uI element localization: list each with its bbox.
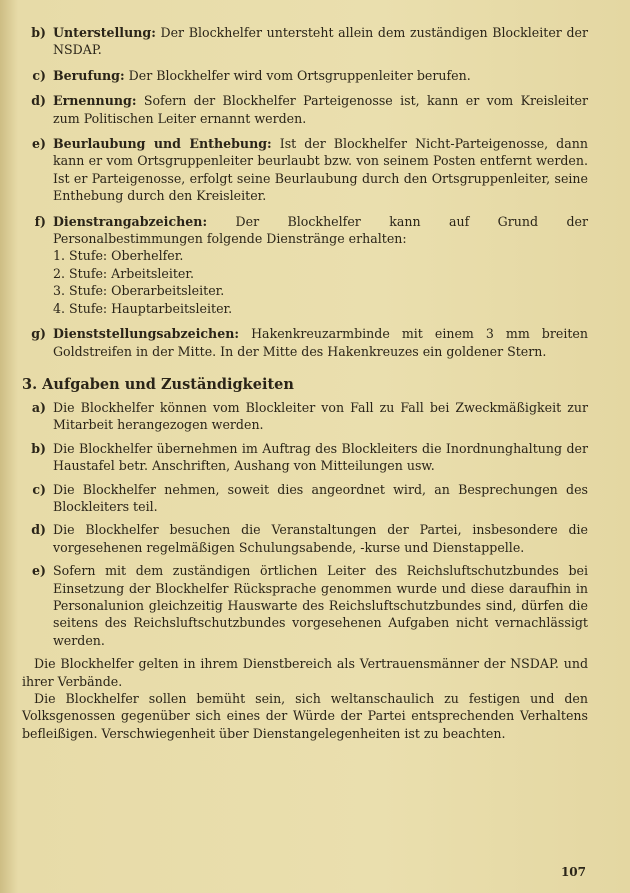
item-text: Sofern mit dem zuständigen örtlichen Leiter des Reichsluftschutzbundes bei Einsetzung der Blockhelfer Rücksprache genommen wurde und diese daraufhin in Personalunion gleichzeitig Hauswarte des Reichsluftschutzbundes sind, dürfen die seitens des Reichsluftschutzbundes vorgesehenen Aufgaben nicht vernachlässigt werden. <box>53 563 588 648</box>
list-item <box>22 24 588 59</box>
item-marker: f) <box>34 213 46 229</box>
item-text: Die Blockhelfer übernehmen im Auftrag des Blockleiters die Inordnunghaltung der Haustafel betr. Anschriften, Aushang von Mitteilungen usw. <box>53 440 588 474</box>
page-number: 107 <box>560 865 586 879</box>
rank-list <box>53 247 588 317</box>
paragraph: Die Blockhelfer gelten in ihrem Dienstbereich als Vertrauensmänner der NSDAP. und ihrer Verbände. <box>22 656 588 689</box>
list-item <box>22 67 588 84</box>
item-marker: b) <box>31 440 46 456</box>
list-item <box>22 213 588 317</box>
rank-step: 1. Stufe: Oberhelfer. <box>53 248 184 264</box>
list-item <box>22 135 588 205</box>
rank-step: 4. Stufe: Hauptarbeitsleiter. <box>53 300 233 316</box>
item-text: Die Blockhelfer können vom Blockleiter von Fall zu Fall bei Zweckmäßigkeit zur Mitarbeit herangezogen werden. <box>53 399 588 433</box>
list-item <box>22 521 588 556</box>
paragraph: Die Blockhelfer sollen bemüht sein, sich weltanschaulich zu festigen und den Volksgenossen gegenüber sich eines der Würde der Partei entsprechenden Verhaltens befleißigen. Verschwiegenheit über Dienstangelegenheiten ist zu beachten. <box>22 691 588 741</box>
item-text <box>53 92 588 127</box>
item-body: Sofern der Blockhelfer Parteigenosse ist, kann er vom Kreisleiter zum Politischen Leiter ernannt werden. <box>53 93 588 126</box>
item-marker: d) <box>31 522 46 538</box>
item-title: Dienststellungsabzeichen: <box>53 326 240 342</box>
item-title: Beurlaubung und Enthebung: <box>53 136 272 152</box>
item-marker: g) <box>31 326 46 342</box>
item-body: Hakenkreuzarmbinde mit einem 3 mm breiten Goldstreifen in der Mitte. In der Mitte des Hakenkreuzes ein goldener Stern. <box>53 326 588 359</box>
section-heading: 3. Aufgaben und Zuständigkeiten <box>22 375 294 393</box>
item-body: Ist der Blockhelfer Nicht-Parteigenosse, dann kann er vom Ortsgruppenleiter beurlaubt bzw. von seinem Posten entfernt werden. Ist er Parteigenosse, erfolgt seine Beurlaubung durch den Ortsgruppenleiter, seine Enthebung durch den Kreisleiter. <box>53 136 588 204</box>
item-text: Die Blockhelfer nehmen, soweit dies angeordnet wird, an Besprechungen des Blockleiters teil. <box>53 481 588 514</box>
item-marker: a) <box>31 399 46 415</box>
item-marker: d) <box>31 93 46 109</box>
item-text <box>53 67 588 84</box>
list-item <box>22 325 588 360</box>
list-item <box>22 92 588 127</box>
item-marker: e) <box>32 136 46 152</box>
item-title: Berufung: <box>53 67 125 83</box>
section-3 <box>22 376 588 742</box>
page-content <box>22 24 588 742</box>
list-item <box>22 399 588 434</box>
item-title: Unterstellung: <box>53 25 156 40</box>
item-marker: c) <box>32 67 46 83</box>
item-marker: b) <box>31 25 46 40</box>
item-text <box>53 135 588 205</box>
item-text: Die Blockhelfer besuchen die Veranstaltungen der Partei, insbesondere die vorgesehenen regelmäßigen Schulungsabende, -kurse und Dienstappelle. <box>53 522 588 555</box>
item-text <box>53 213 588 317</box>
item-title: Ernennung: <box>53 93 137 109</box>
item-text <box>53 24 588 59</box>
list-item <box>22 562 588 649</box>
item-body: Der Blockhelfer kann auf Grund der Personalbestimmungen folgende Dienstränge erhalten: <box>53 213 588 247</box>
item-text <box>53 325 588 360</box>
list-item <box>22 481 588 516</box>
list-item <box>22 440 588 475</box>
item-title: Dienstrangabzeichen: <box>53 213 208 229</box>
rank-step: 3. Stufe: Oberarbeitsleiter. <box>53 283 225 299</box>
item-marker: e) <box>32 563 46 579</box>
item-marker: c) <box>32 481 46 497</box>
item-body: Der Blockhelfer untersteht allein dem zuständigen Blockleiter der NSDAP. <box>53 25 588 58</box>
item-body: Der Blockhelfer wird vom Ortsgruppenleiter berufen. <box>128 67 471 83</box>
rank-step: 2. Stufe: Arbeitsleiter. <box>53 265 195 281</box>
